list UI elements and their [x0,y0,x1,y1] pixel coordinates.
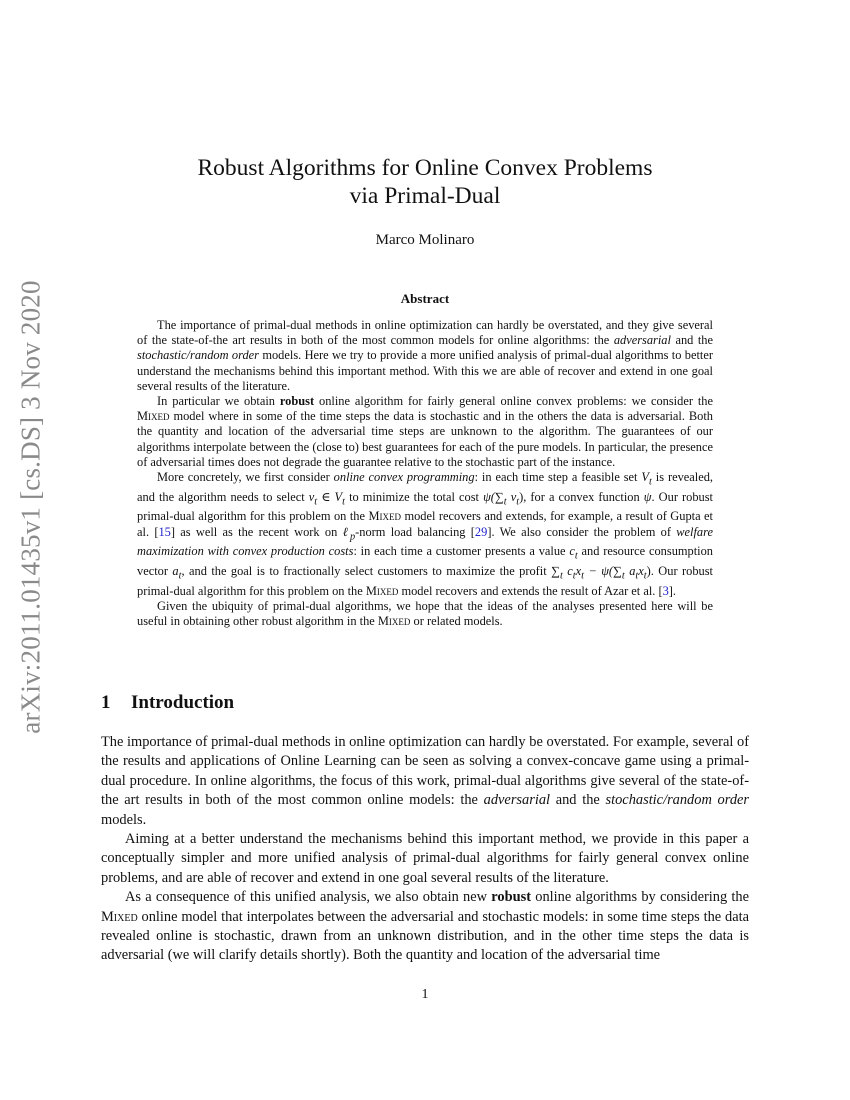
arxiv-identifier: arXiv:2011.01435v1 [cs.DS] 3 Nov 2020 [15,280,46,734]
title-line-2: via Primal-Dual [349,183,501,209]
introduction-body [101,733,749,966]
citation-link[interactable]: 3 [662,583,669,598]
abstract-paragraph-1: The importance of primal-dual methods in online optimization can hardly be overstated, and they give several of the state-of-the art results in both of the most common models for online algorithms: the adversarial and the stochastic/random order models. Here we try to provide a more unified analysis of primal-dual algorithms to better understand the mechanisms behind this important method. With this we are able of recover and extend in one goal several results of the literature. [137,318,713,393]
page-number: 1 [421,987,429,1002]
abstract-heading: Abstract [400,291,450,306]
arxiv-identifier-sidebar [0,268,62,746]
abstract-paragraph-2: In particular we obtain robust online algorithm for fairly general online convex problems: we consider the Mixed model where in some of the time steps the data is stochastic and in the others the data is adversarial. Both the quantity and location of the adversarial time steps are unknown to the algorithm. The guarantees of our algorithms interpolate between the (close to) best guarantees for each of the pure models. In particular, the presence of adversarial times does not degrade the guarantee relative to the stochastic part of the instance. [137,394,714,469]
intro-paragraph-2: Aiming at a better understand the mechanisms behind this important method, we provide in this paper a conceptually simpler and more unified analysis of primal-dual algorithms for fairly general convex online problems, and are able of recover and extend in one goal several results of the literature. [101,831,749,886]
title-line-1: Robust Algorithms for Online Convex Problems [197,155,653,181]
section-number: 1 [101,692,111,713]
intro-paragraph-1: The importance of primal-dual methods in online optimization can hardly be overstated. For example, several of the results and applications of Online Learning can be seen as solving a convex-concave game using a primal-dual procedure. In online algorithms, the focus of this work, primal-dual algorithms give several of the state-of-the art results in both of the most common online models: the adversarial and the stochastic/random order models. [101,734,749,828]
section-heading [101,692,234,714]
abstract-paragraph-3: More concretely, we first consider online convex programming: in each time step a feasible set $V_t$ is revealed, and the algorithm needs to select $v_t$ ∈ $V_t$ to minimize the total cost $\psi(\sum_t$ $v_t$), for a convex function ψ. Our robust primal-dual algorithm for this problem on the Mixed model recovers and extends, for example, a result of Gupta et al. [15] as well as the recent work on ℓ$_p$-norm load balancing [29]. We also consider the problem of welfare maximization with convex production costs: in each time a customer presents a value $c_t$ and resource consumption vector $a_t$, and the goal is to fractionally select customers to maximize the profit $\sum_t$ $c_tx_t - \psi(\sum_t$ $a_tx_t$). Our robust primal-dual algorithm for this problem on the Mixed model recovers and extends the result of Azar et al. [3]. [137,470,714,598]
paper-title [100,154,750,210]
abstract-paragraph-4: Given the ubiquity of primal-dual algorithms, we hope that the ideas of the analyses presented here will be useful in obtaining other robust algorithm in the Mixed or related models. [137,598,713,628]
citation-link[interactable]: 15 [158,524,171,539]
section-title: Introduction [131,692,235,713]
author-name: Marco Molinaro [375,232,475,248]
intro-paragraph-3: As a consequence of this unified analysis, we also obtain new robust online algorithms by considering the Mixed online model that interpolates between the adversarial and stochastic models: in some time steps the data revealed online is stochastic, drawn from an unknown distribution, and in the other time steps the data is adversarial (we will clarify details shortly). Both the quantity and location of the adversarial time [101,889,750,964]
abstract-body [137,318,713,629]
citation-link[interactable]: 29 [474,524,488,539]
